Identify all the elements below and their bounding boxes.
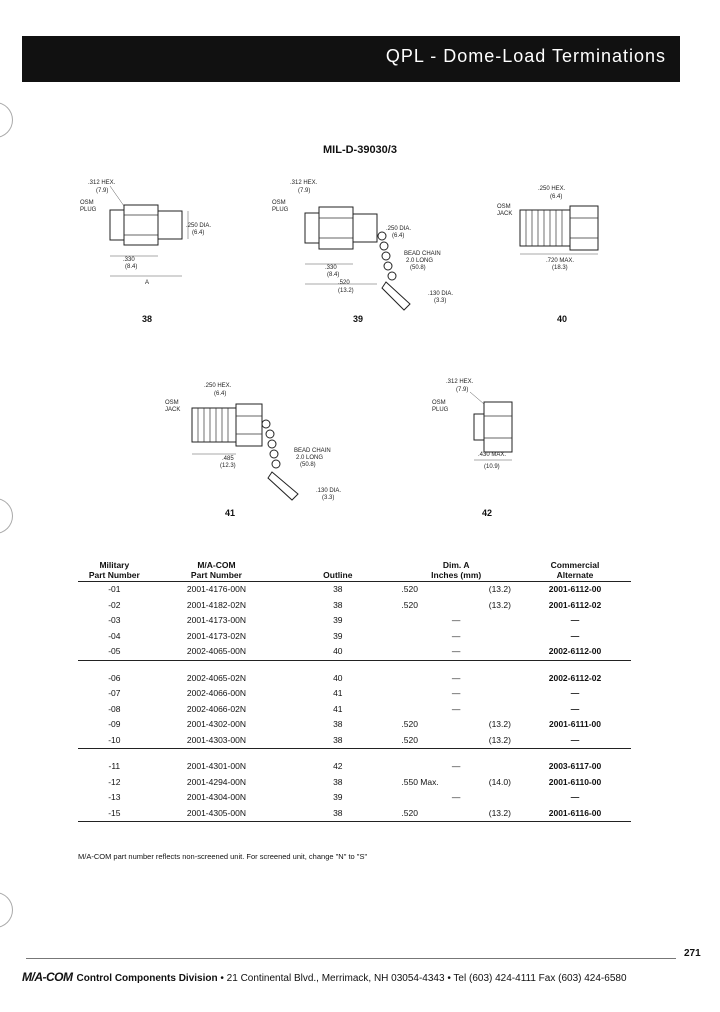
cell-military-part: -15 — [78, 806, 151, 822]
cell-dim-a — [393, 717, 519, 733]
outline-41-threaded-body — [192, 408, 236, 442]
dim-inches: — — [451, 630, 461, 641]
header-dim-a: Dim. A Inches (mm) — [393, 558, 519, 582]
cell-military-part: -05 — [78, 644, 151, 660]
cell-outline: 38 — [333, 719, 343, 729]
outline-41-hex-label: .250 HEX. — [204, 383, 232, 389]
table-row — [78, 775, 631, 791]
header-commercial: Commercial Alternate — [519, 558, 631, 582]
table-header-row — [78, 558, 631, 582]
table-row — [78, 790, 631, 806]
outline-38-drawing — [80, 180, 211, 324]
outline-40-hex-label: .250 HEX. — [538, 186, 566, 192]
cell-outline: 41 — [333, 688, 343, 698]
outline-40-number: 40 — [557, 314, 568, 324]
dim-inches: .520 — [401, 599, 418, 610]
outline-42-body — [474, 414, 484, 440]
cell-commercial-alternate: — — [570, 615, 580, 625]
outline-39-dia-label: .250 DIA. — [386, 226, 412, 232]
outline-39-len-label: .330 — [325, 265, 337, 271]
table-row — [78, 749, 631, 775]
outline-39-connector-1: OSM — [272, 200, 286, 206]
outline-38-hex-mm: (7.9) — [96, 188, 109, 194]
dim-inches: — — [451, 703, 461, 714]
cell-commercial-alternate: 2003-6117-00 — [548, 761, 602, 771]
cell-military-part: -03 — [108, 615, 121, 625]
cell-dim-a — [393, 582, 519, 598]
outline-39-dia2-mm: (3.3) — [434, 298, 447, 304]
outline-39-body — [305, 213, 319, 243]
outline-40-connector-2: JACK — [497, 211, 513, 217]
outline-39-hex — [319, 207, 353, 249]
dim-inches: — — [451, 792, 461, 802]
outline-41-drawing — [165, 383, 341, 518]
outline-40-hex-mm: (6.4) — [550, 194, 563, 200]
spec-title: MIL-D-39030/3 — [323, 144, 397, 156]
cell-macom-part: 2002-4065-02N — [186, 672, 246, 683]
outline-38-hex — [124, 205, 158, 245]
outline-42-connector-1: OSM — [432, 400, 446, 406]
cell-military-part: -09 — [108, 719, 121, 729]
cell-outline: 42 — [333, 761, 343, 771]
dim-inches: .520 — [401, 734, 418, 745]
page-number: 271 — [684, 948, 701, 959]
cell-dim-a — [393, 629, 519, 645]
cell-outline: 39 — [333, 630, 343, 641]
cell-commercial-alternate: 2001-6116-00 — [519, 806, 631, 822]
outline-39-len2-label: .520 — [338, 280, 350, 286]
cell-commercial-alternate: 2001-6112-00 — [548, 584, 602, 594]
cell-commercial-alternate: 2001-6111-00 — [548, 719, 601, 729]
outline-39-number: 39 — [353, 314, 364, 324]
outline-42-max-label: .430 MAX. — [478, 452, 507, 458]
dim-inches: — — [451, 672, 461, 683]
cell-commercial-alternate: 2002-6112-02 — [548, 672, 602, 683]
cell-commercial-alternate: — — [519, 733, 631, 749]
cell-outline: 38 — [333, 584, 343, 594]
company-logo: M/A-COM — [22, 970, 73, 984]
cell-military-part: -12 — [108, 776, 121, 787]
table-row — [78, 717, 631, 733]
cell-military-part: -11 — [108, 761, 121, 771]
cell-military-part: -08 — [108, 703, 121, 714]
outline-41-connector-1: OSM — [165, 400, 179, 406]
outline-41-len-label: .485 — [222, 456, 234, 462]
cell-outline: 39 — [333, 615, 343, 625]
outline-39-chain-3: (50.8) — [410, 265, 426, 271]
outline-39-dia-mm: (6.4) — [392, 233, 405, 239]
cell-military-part: -02 — [108, 599, 121, 610]
outline-42-hex-mm: (7.9) — [456, 387, 469, 393]
outline-42-number: 42 — [482, 508, 493, 518]
cell-outline: 40 — [333, 672, 343, 683]
outline-39-chain-1: BEAD CHAIN — [404, 251, 441, 257]
cell-commercial-alternate: — — [570, 792, 580, 802]
cell-dim-a — [393, 790, 519, 806]
cell-dim-a — [393, 749, 519, 775]
dim-inches: .520 — [401, 719, 418, 729]
cell-outline: 41 — [333, 703, 343, 714]
cell-outline: 38 — [282, 733, 393, 749]
outline-40-drawing — [497, 186, 598, 324]
dim-inches: .520 — [401, 807, 418, 818]
dim-inches: — — [451, 646, 461, 656]
cell-macom-part: 2002-4066-00N — [186, 688, 246, 698]
page-rule — [26, 958, 676, 959]
outline-41-dia2-mm: (3.3) — [322, 495, 335, 501]
cell-macom-part: 2001-4305-00N — [151, 806, 283, 822]
cell-commercial-alternate: — — [570, 703, 580, 714]
outline-38-len-mm: (8.4) — [125, 264, 138, 270]
dim-mm: (13.2) — [488, 719, 511, 729]
cell-dim-a — [393, 598, 519, 614]
cell-commercial-alternate: — — [570, 630, 580, 641]
outline-41-chain-1: BEAD CHAIN — [294, 448, 331, 454]
table-row — [78, 613, 631, 629]
binder-hole-mark — [0, 892, 13, 928]
outline-42-max-mm: (10.9) — [484, 464, 500, 470]
parts-table-body — [78, 582, 631, 822]
outline-41-number: 41 — [225, 508, 236, 518]
outline-41-chain-3: (50.8) — [300, 462, 316, 468]
cell-dim-a — [393, 644, 519, 660]
table-row — [78, 582, 631, 598]
outline-41-dia2-label: .130 DIA. — [316, 488, 342, 494]
cell-dim-a — [393, 686, 519, 702]
cell-commercial-alternate: 2002-6112-00 — [519, 644, 631, 660]
table-row — [78, 806, 631, 822]
footer-division: Control Components Division — [76, 973, 218, 984]
dim-inches: .550 Max. — [401, 776, 439, 787]
dim-mm: (13.2) — [488, 584, 511, 594]
outline-42-connector-2: PLUG — [432, 407, 449, 413]
dim-mm: (13.2) — [488, 599, 511, 610]
outline-39-connector-2: PLUG — [272, 207, 289, 213]
cell-dim-a — [393, 702, 519, 718]
dim-mm: (13.2) — [488, 734, 511, 745]
outline-40-connector-1: OSM — [497, 204, 511, 210]
cell-dim-a — [393, 733, 519, 749]
cell-macom-part: 2001-4294-00N — [186, 776, 246, 787]
outline-38-connector-1: OSM — [80, 200, 94, 206]
outline-42-hex-label: .312 HEX. — [446, 379, 474, 385]
outline-38-dim-a: A — [145, 280, 150, 286]
cell-macom-part: 2001-4304-00N — [186, 792, 246, 802]
cell-macom-part: 2001-4303-00N — [151, 733, 283, 749]
outline-41-bead-chain-end — [268, 472, 298, 500]
outline-39-dia2-label: .130 DIA. — [428, 291, 454, 297]
cell-commercial-alternate: 2001-6112-02 — [548, 599, 602, 610]
cell-military-part: -07 — [108, 688, 121, 698]
header-outline: Outline — [282, 558, 393, 582]
cell-macom-part: 2001-4301-00N — [186, 761, 246, 771]
outline-38-dia-mm: (6.4) — [192, 230, 205, 236]
outline-39-hex-label: .312 HEX. — [290, 180, 318, 186]
outline-39-len2-mm: (13.2) — [338, 288, 354, 294]
dim-inches: .520 — [401, 584, 418, 594]
cell-commercial-alternate: — — [570, 688, 580, 698]
cell-dim-a — [393, 806, 519, 822]
cell-dim-a — [393, 775, 519, 791]
header-macom: M/A-COM Part Number — [151, 558, 283, 582]
dim-inches: — — [451, 615, 461, 625]
cell-macom-part: 2001-4182-02N — [186, 599, 246, 610]
table-row — [78, 733, 631, 749]
outline-41-chain-2: 2.0 LONG — [296, 455, 324, 461]
header-military: Military Part Number — [78, 558, 151, 582]
parts-table — [78, 558, 631, 822]
footer — [22, 970, 712, 990]
table-row — [78, 644, 631, 660]
outline-39-drawing — [272, 180, 453, 324]
outline-41-hex-mm: (6.4) — [214, 391, 227, 397]
outline-38-body — [110, 210, 124, 240]
cell-dim-a — [393, 613, 519, 629]
table-row — [78, 629, 631, 645]
cell-outline: 38 — [282, 806, 393, 822]
cell-military-part: -04 — [108, 630, 121, 641]
cell-macom-part: 2002-4065-00N — [151, 644, 283, 660]
outline-42-hex — [484, 402, 512, 452]
outline-38-cap — [158, 211, 182, 239]
footer-address: • 21 Continental Blvd., Merrimack, NH 03054-4343 • Tel (603) 424-4111 Fax (603) 424-6580 — [217, 973, 627, 984]
outline-39-chain-2: 2.0 LONG — [406, 258, 434, 264]
outline-42-drawing — [432, 379, 512, 518]
outline-39-hex-mm: (7.9) — [298, 188, 311, 194]
table-row — [78, 660, 631, 686]
cell-macom-part: 2002-4066-02N — [186, 703, 246, 714]
cell-outline: 39 — [333, 792, 343, 802]
cell-military-part: -13 — [108, 792, 121, 802]
cell-military-part: -06 — [108, 672, 121, 683]
cell-military-part: -01 — [108, 584, 121, 594]
outline-40-hex — [570, 206, 598, 250]
outline-40-threaded-body — [520, 210, 570, 246]
table-row — [78, 702, 631, 718]
cell-outline: 40 — [282, 644, 393, 660]
outline-39-cap — [353, 214, 377, 242]
page-title: QPL - Dome-Load Terminations — [385, 46, 666, 66]
dim-mm: (13.2) — [488, 807, 511, 818]
outline-38-number: 38 — [142, 314, 153, 324]
table-row — [78, 686, 631, 702]
cell-dim-a — [393, 660, 519, 686]
outline-39-len-mm: (8.4) — [327, 272, 340, 278]
outline-40-max-label: .720 MAX. — [546, 258, 575, 264]
outline-41-connector-2: JACK — [165, 407, 181, 413]
outline-41-len-mm: (12.3) — [220, 463, 236, 469]
dim-inches: — — [451, 688, 461, 698]
table-row — [78, 598, 631, 614]
cell-commercial-alternate: 2001-6110-00 — [548, 776, 602, 787]
outline-40-max-mm: (18.3) — [552, 265, 568, 271]
outline-38-len-label: .330 — [123, 257, 135, 263]
cell-macom-part: 2001-4176-00N — [186, 584, 246, 594]
cell-outline: 38 — [333, 776, 343, 787]
outline-38-dia-label: .250 DIA. — [186, 223, 212, 229]
outline-41-hex — [236, 404, 262, 446]
outline-38-hex-label: .312 HEX. — [88, 180, 116, 186]
cell-outline: 38 — [333, 599, 343, 610]
footnote: M/A-COM part number reflects non-screened unit. For screened unit, change "N" to "S" — [78, 852, 368, 861]
cell-military-part: -10 — [78, 733, 151, 749]
dim-inches: — — [451, 761, 461, 771]
outline-38-connector-2: PLUG — [80, 207, 97, 213]
dim-mm: (14.0) — [488, 776, 511, 787]
cell-macom-part: 2001-4302-00N — [186, 719, 246, 729]
outline-39-bead-chain-end — [382, 282, 410, 310]
cell-macom-part: 2001-4173-02N — [186, 630, 246, 641]
cell-macom-part: 2001-4173-00N — [186, 615, 246, 625]
